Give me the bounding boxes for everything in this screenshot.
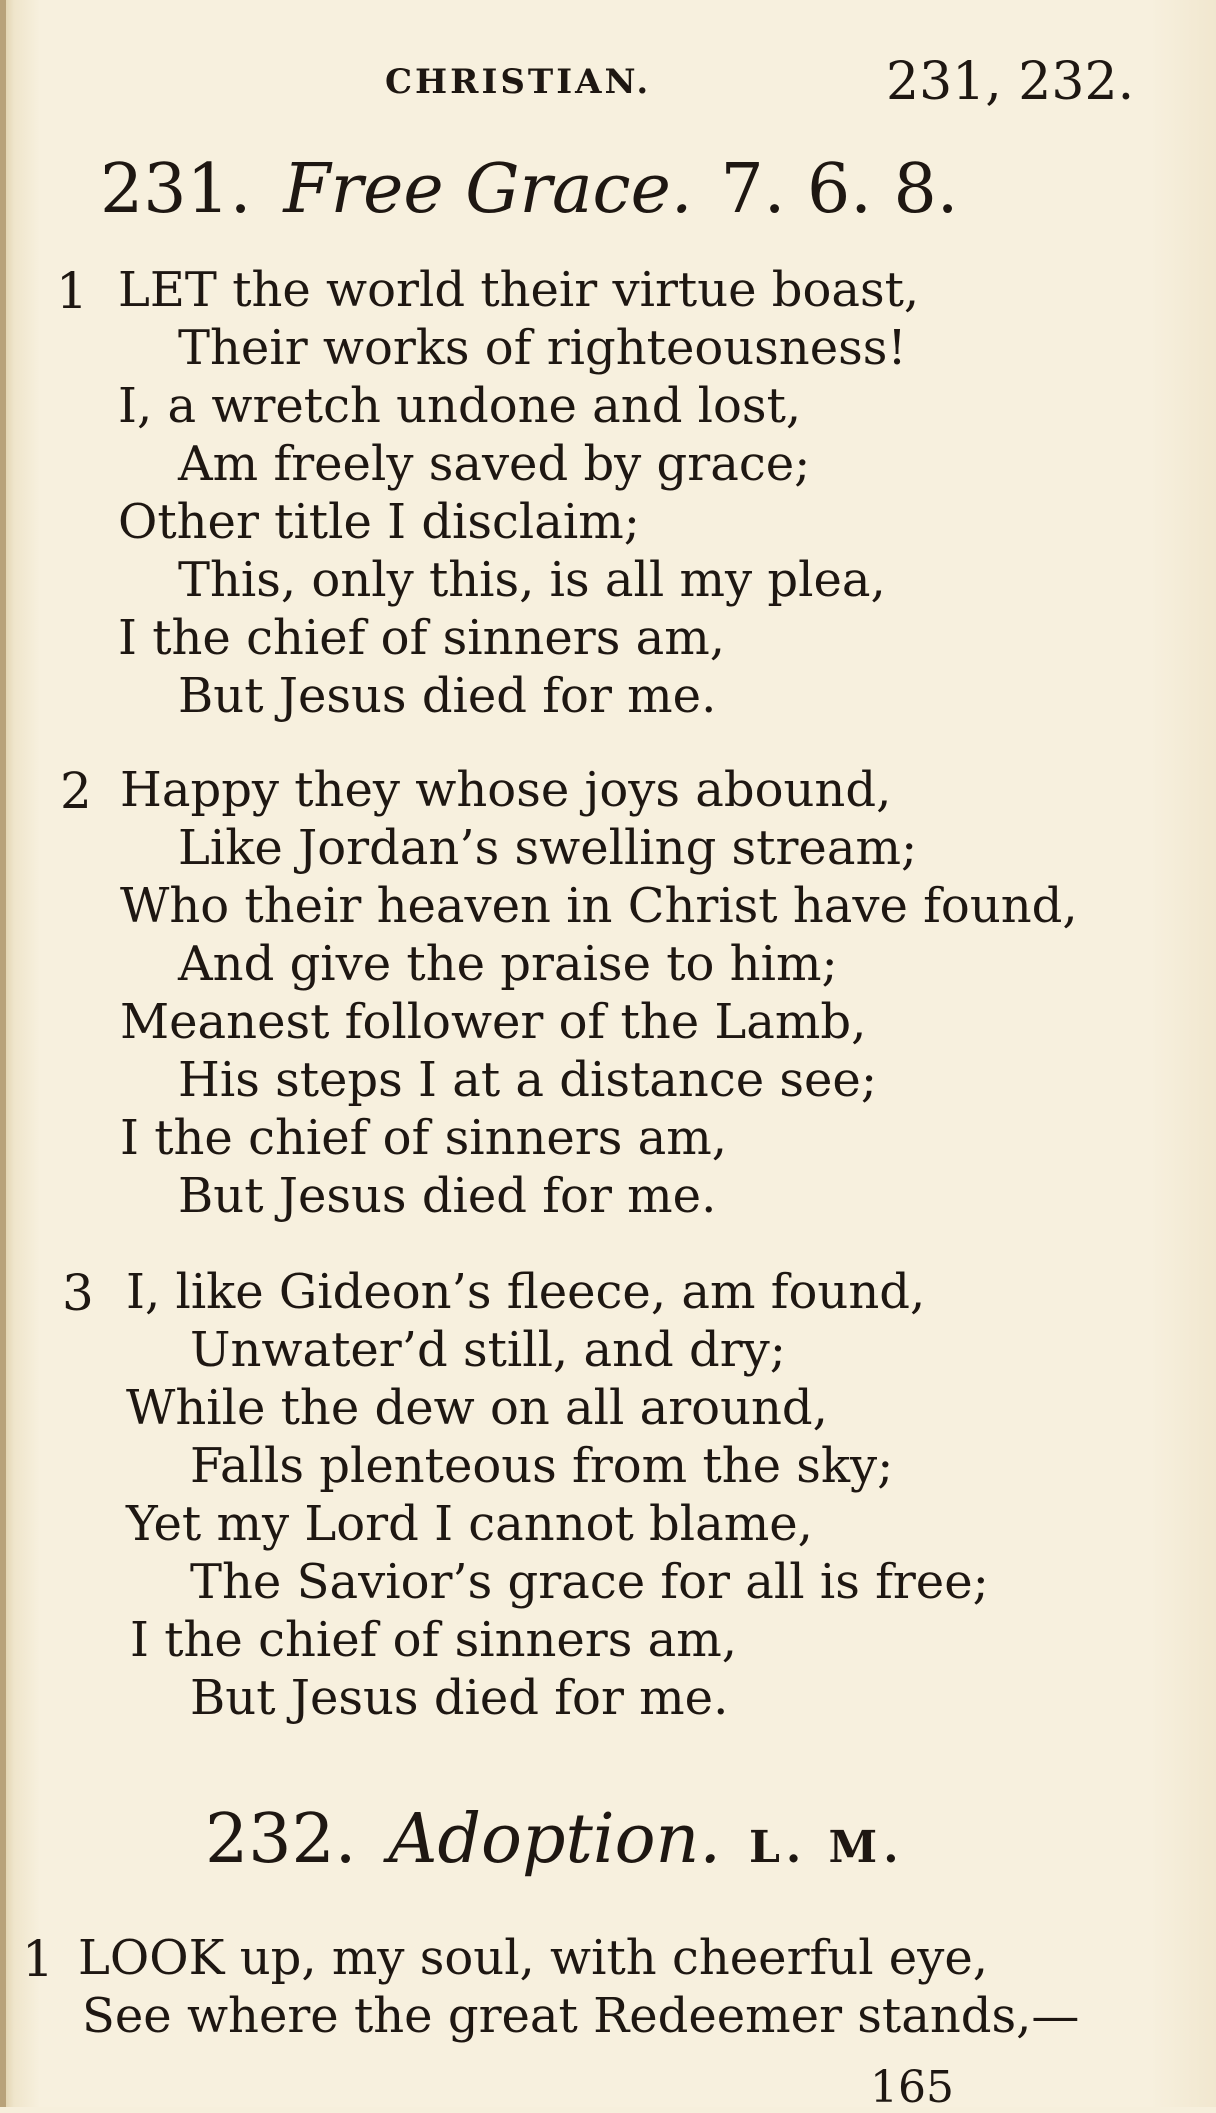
verse-line: Falls plenteous from the sky; — [190, 1438, 894, 1494]
verse-line: But Jesus died for me. — [178, 1168, 717, 1224]
verse-line: Like Jordan’s swelling stream; — [178, 820, 918, 876]
verse-line: Unwater’d still, and dry; — [190, 1322, 786, 1378]
verse-line: Happy they whose joys abound, — [120, 762, 892, 818]
verse-line: I the chief of sinners am, — [130, 1612, 738, 1668]
hymn-231-heading — [100, 150, 958, 229]
stanza-number: 1 — [22, 1930, 54, 1988]
verse-line: I, like Gideon’s fleece, am found, — [126, 1264, 926, 1320]
verse-line: But Jesus died for me. — [190, 1670, 729, 1726]
stanza-number: 1 — [56, 262, 88, 320]
hymn-number: 231. — [100, 150, 252, 229]
hymn-232-heading — [205, 1800, 905, 1879]
verse-line: LET the world their virtue boast, — [118, 262, 920, 318]
hymn-range: 231, 232. — [886, 52, 1135, 112]
running-title: CHRISTIAN. — [385, 62, 652, 102]
hymn-meter: L. M. — [748, 1822, 905, 1873]
verse-line: I the chief of sinners am, — [118, 610, 726, 666]
verse-line: But Jesus died for me. — [178, 668, 717, 724]
verse-line: The Savior’s grace for all is free; — [190, 1554, 989, 1610]
hymn-number: 232. — [205, 1800, 357, 1879]
page-number: 165 — [870, 2062, 954, 2113]
verse-line: See where the great Redeemer stands,— — [82, 1988, 1080, 2044]
verse-line: I, a wretch undone and lost, — [118, 378, 802, 434]
verse-line: And give the praise to him; — [178, 936, 838, 992]
verse-line: While the dew on all around, — [126, 1380, 828, 1436]
hymn-title: Adoption. — [388, 1800, 721, 1879]
verse-line: Their works of righteousness! — [178, 320, 907, 376]
verse-line: His steps I at a distance see; — [178, 1052, 877, 1108]
verse-line: Other title I disclaim; — [118, 494, 640, 550]
verse-line: Who their heaven in Christ have found, — [120, 878, 1078, 934]
verse-line: Am freely saved by grace; — [178, 436, 811, 492]
stanza-number: 3 — [62, 1264, 94, 1322]
verse-line: LOOK up, my soul, with cheerful eye, — [78, 1930, 988, 1986]
hymn-title: Free Grace. — [283, 150, 693, 229]
verse-line: This, only this, is all my plea, — [178, 552, 886, 608]
verse-line: I the chief of sinners am, — [120, 1110, 728, 1166]
verse-line: Meanest follower of the Lamb, — [120, 994, 867, 1050]
verse-line: Yet my Lord I cannot blame, — [126, 1496, 813, 1552]
page-edge — [0, 0, 6, 2107]
stanza-number: 2 — [60, 762, 92, 820]
hymn-meter: 7. 6. 8. — [720, 150, 959, 229]
